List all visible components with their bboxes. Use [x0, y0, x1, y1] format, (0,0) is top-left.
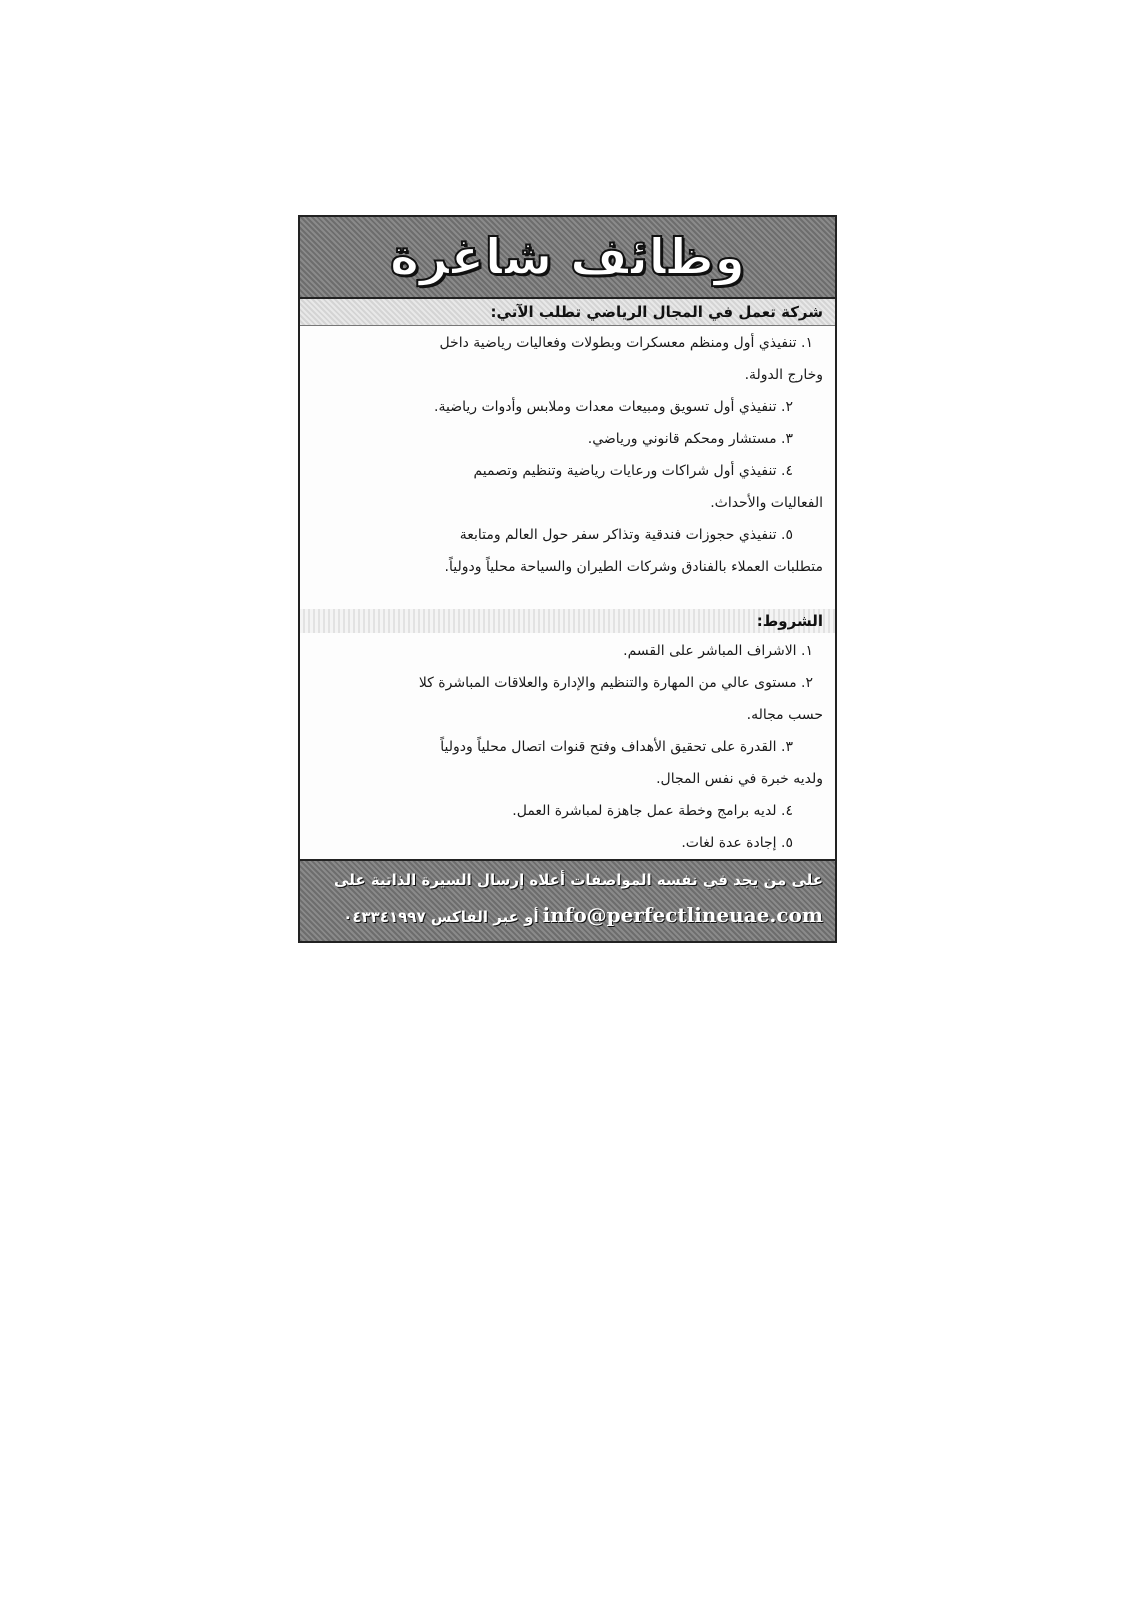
positions-list: [310, 327, 823, 583]
condition-5-line-1: ٥. إجادة عدة لغات.: [681, 835, 793, 851]
ad-header-banner: [300, 217, 835, 299]
position-3-line-1: ٣. مستشار ومحكم قانوني ورياضي.: [587, 431, 793, 447]
position-5-line-2: متطلبات العملاء بالفنادق وشركات الطيران والسياحة محلياً ودولياً.: [444, 559, 823, 575]
contact-fax-text: أو عبر الفاكس ٠٤٣٣٤١٩٩٧: [343, 908, 539, 926]
job-advertisement: [298, 215, 837, 943]
position-4-line-1: ٤. تنفيذي أول شراكات ورعايات رياضية وتنظيم وتصميم: [473, 463, 793, 479]
position-1-line-1: ١. تنفيذي أول ومنظم معسكرات وبطولات وفعاليات رياضية داخل: [439, 335, 813, 351]
condition-2-line-1: ٢. مستوى عالي من المهارة والتنظيم والإدارة والعلاقات المباشرة كلا: [418, 675, 813, 691]
condition-3-line-1: ٣. القدرة على تحقيق الأهداف وفتح قنوات اتصال محلياً ودولياً: [440, 739, 793, 755]
contact-footer: [300, 859, 835, 941]
footer-instruction: على من يجد في نفسه المواصفات أعلاه إرسال السيرة الذاتية على: [334, 871, 823, 889]
condition-1-line-1: ١. الاشراف المباشر على القسم.: [623, 643, 813, 659]
contact-email-link[interactable]: info@perfectlineuae.com: [542, 903, 823, 927]
position-5-line-1: ٥. تنفيذي حجوزات فندقية وتذاكر سفر حول العالم ومتابعة: [459, 527, 793, 543]
position-2-line-1: ٢. تنفيذي أول تسويق ومبيعات معدات وملابس وأدوات رياضية.: [434, 399, 793, 415]
condition-2-line-2: حسب مجاله.: [746, 707, 823, 723]
condition-4-line-1: ٤. لديه برامج وخطة عمل جاهزة لمباشرة العمل.: [512, 803, 793, 819]
position-4-line-2: الفعاليات والأحداث.: [710, 495, 823, 511]
ad-subtitle: شركة تعمل في المجال الرياضي تطلب الآتي:: [300, 299, 835, 326]
footer-contact-line: [343, 903, 823, 927]
condition-3-line-2: ولديه خبرة في نفس المجال.: [656, 771, 823, 787]
ad-title: وظائف شاغرة: [389, 228, 746, 286]
conditions-heading: الشروط:: [300, 609, 835, 633]
position-1-line-2: وخارج الدولة.: [744, 367, 823, 383]
conditions-list: [310, 635, 823, 859]
